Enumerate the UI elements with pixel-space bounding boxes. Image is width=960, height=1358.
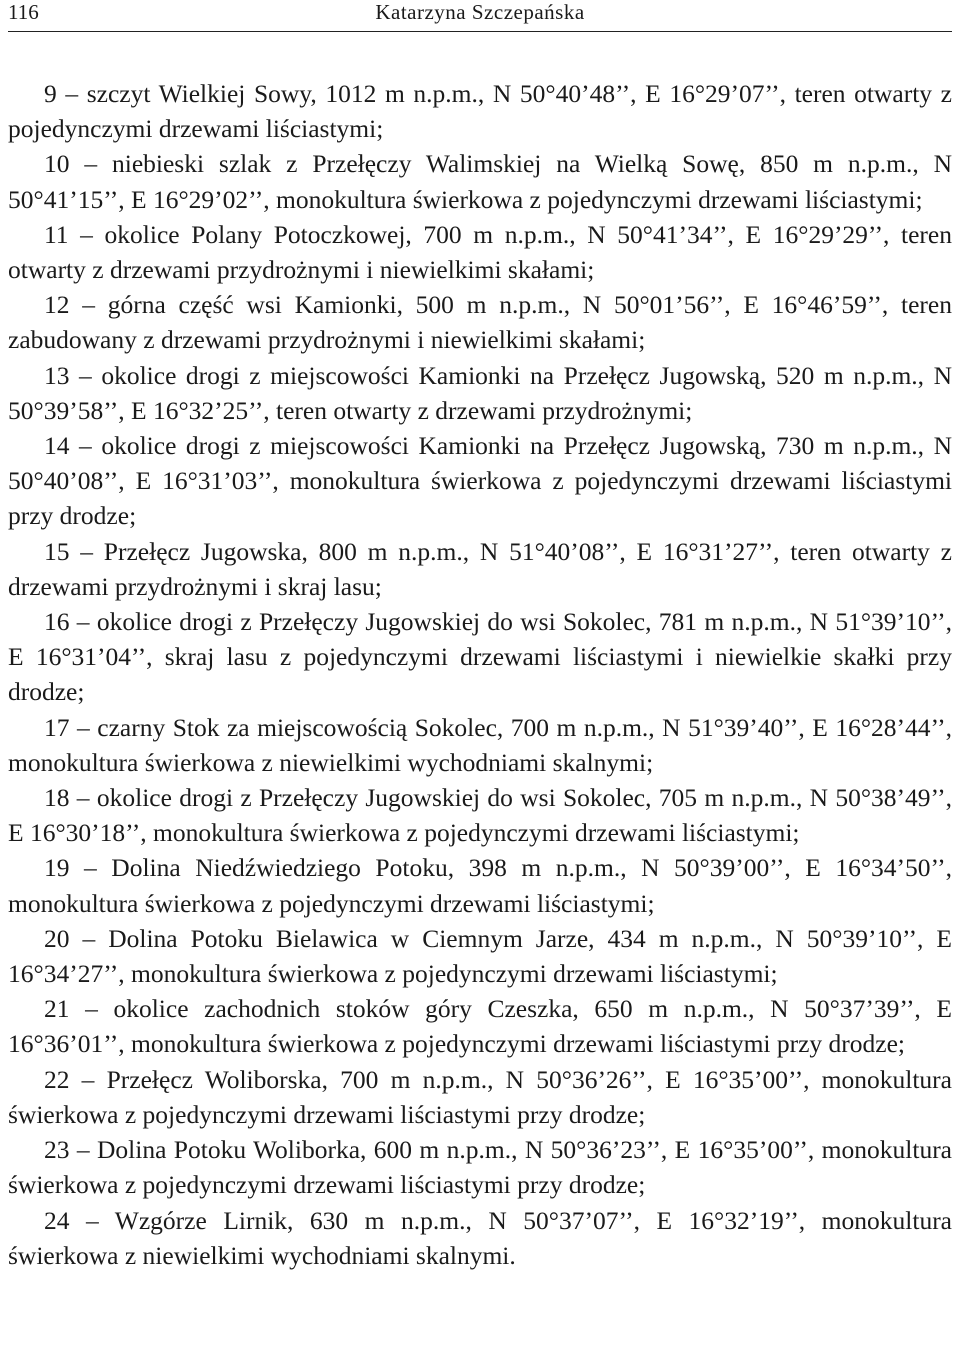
site-entry-12: 12 – górna część wsi Kamionki, 500 m n.p.m., N 50°01’56’’, E 16°46’59’’, teren zabudowany z drzewami przydrożnymi i niewielkimi skałami;	[8, 290, 952, 355]
site-entry-15: 15 – Przełęcz Jugowska, 800 m n.p.m., N 51°40’08’’, E 16°31’27’’, teren otwarty z drzewami przydrożnymi i skraj lasu;	[8, 536, 952, 601]
site-entry-17: 17 – czarny Stok za miejscowością Sokolec, 700 m n.p.m., N 51°39’40’’, E 16°28’44’’, monokultura świerkowa z niewielkimi wychodniami skalnymi;	[8, 712, 952, 777]
site-entry-21: 21 – okolice zachodnich stoków góry Czeszka, 650 m n.p.m., N 50°37’39’’, E 16°36’01’’, monokultura świerkowa z pojedynczymi drzewami liściastymi przy drodze;	[8, 994, 952, 1059]
site-entry-13: 13 – okolice drogi z miejscowości Kamionki na Przełęcz Jugowską, 520 m n.p.m., N 50°39’58’’, E 16°32’25’’, teren otwarty z drzewami przydrożnymi;	[8, 360, 952, 425]
site-entry-23: 23 – Dolina Potoku Woliborka, 600 m n.p.m., N 50°36’23’’, E 16°35’00’’, monokultura świerkowa z pojedynczymi drzewami liściastymi przy drodze;	[8, 1135, 952, 1200]
site-entry-24: 24 – Wzgórze Lirnik, 630 m n.p.m., N 50°37’07’’, E 16°32’19’’, monokultura świerkowa z niewielkimi wychodniami skalnymi.	[8, 1205, 952, 1270]
site-entry-10: 10 – niebieski szlak z Przełęczy Walimskiej na Wielką Sowę, 850 m n.p.m., N 50°41’15’’, E 16°29’02’’, monokultura świerkowa z pojedynczymi drzewami liściastymi;	[8, 149, 952, 214]
page-number: 116	[8, 0, 39, 24]
site-entry-11: 11 – okolice Polany Potoczkowej, 700 m n.p.m., N 50°41’34’’, E 16°29’29’’, teren otwarty z drzewami przydrożnymi i niewielkimi skałami;	[8, 219, 952, 285]
running-head	[8, 0, 952, 32]
site-entry-22: 22 – Przełęcz Woliborska, 700 m n.p.m., N 50°36’26’’, E 16°35’00’’, monokultura świerkowa z pojedynczymi drzewami liściastymi przy drodze;	[8, 1064, 952, 1129]
site-entry-20: 20 – Dolina Potoku Bielawica w Ciemnym Jarze, 434 m n.p.m., N 50°39’10’’, E 16°34’27’’, monokultura świerkowa z pojedynczymi drzewami liściastymi;	[8, 923, 952, 989]
site-entry-14: 14 – okolice drogi z miejscowości Kamionki na Przełęcz Jugowską, 730 m n.p.m., N 50°40’08’’, E 16°31’03’’, monokultura świerkowa z pojedynczymi drzewami liściastymi przy drodze;	[8, 431, 952, 531]
running-head-author: Katarzyna Szczepańska	[375, 0, 585, 24]
site-entry-9: 9 – szczyt Wielkiej Sowy, 1012 m n.p.m., N 50°40’48’’, E 16°29’07’’, teren otwarty z pojedynczymi drzewami liściastymi;	[8, 79, 952, 144]
site-list	[8, 76, 952, 1273]
site-entry-18: 18 – okolice drogi z Przełęczy Jugowskiej do wsi Sokolec, 705 m n.p.m., N 50°38’49’’, E 16°30’18’’, monokultura świerkowa z pojedynczymi drzewami liściastymi;	[8, 783, 952, 848]
site-entry-19: 19 – Dolina Niedźwiedziego Potoku, 398 m n.p.m., N 50°39’00’’, E 16°34’50’’, monokultura świerkowa z pojedynczymi drzewami liściastymi;	[8, 853, 952, 918]
site-entry-16: 16 – okolice drogi z Przełęczy Jugowskiej do wsi Sokolec, 781 m n.p.m., N 51°39’10’’, E 16°31’04’’, skraj lasu z pojedynczymi drzewami liściastymi i niewielkie skałki przy drodze;	[8, 607, 952, 707]
